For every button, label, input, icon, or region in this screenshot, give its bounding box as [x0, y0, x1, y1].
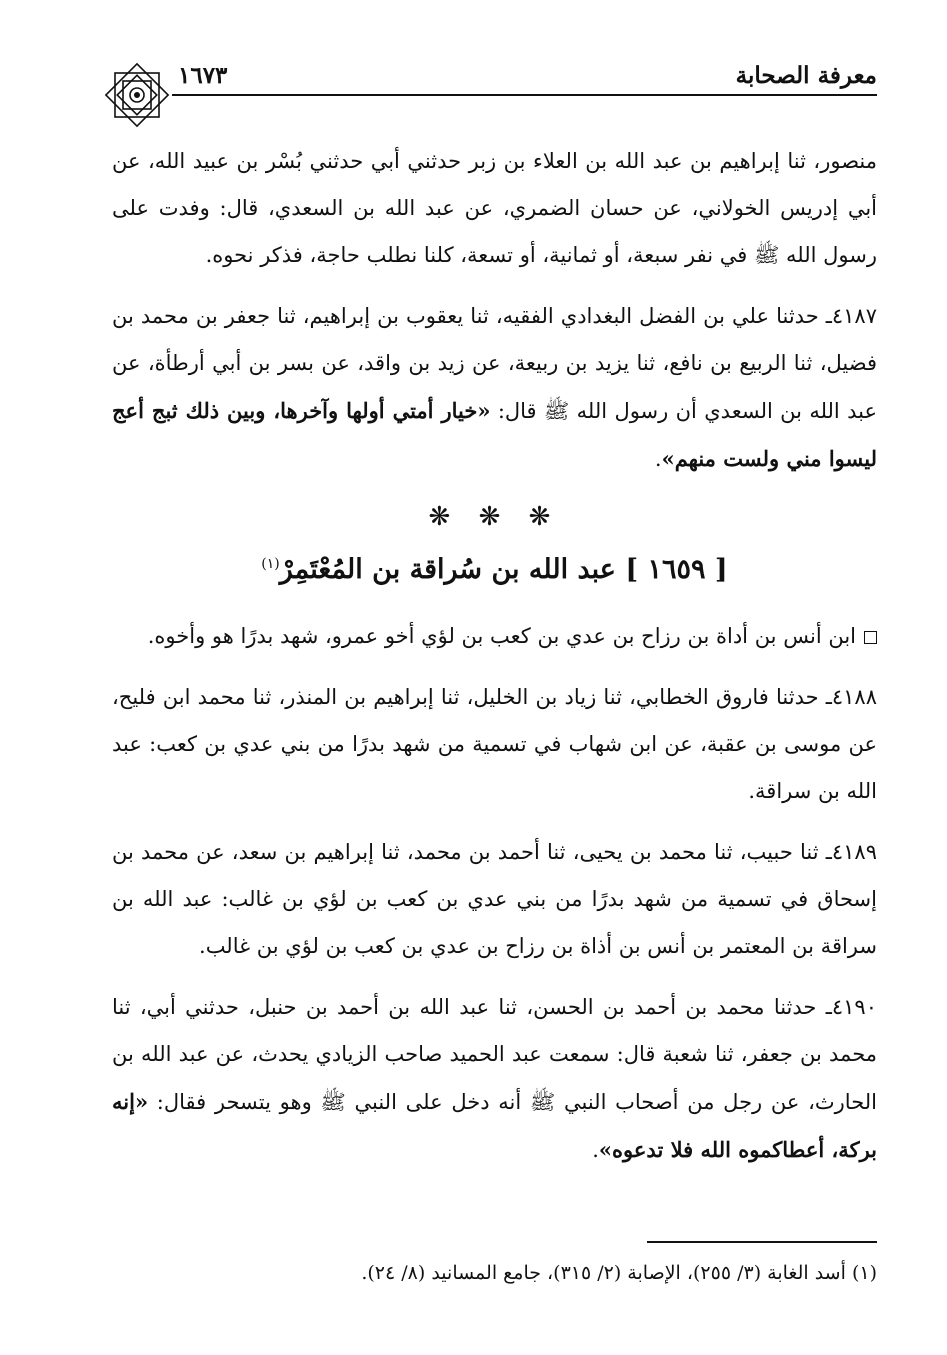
biography-text: ابن أنس بن أداة بن رزاح بن عدي بن كعب بن لؤي أخو عمرو، شهد بدرًا هو وأخوه. [147, 624, 856, 648]
hadith-number: ٤١٨٧ [831, 304, 877, 328]
footnote-text: أسد الغابة (٣/ ٢٥٥)، الإصابة (٢/ ٣١٥)، جامع المسانيد (٨/ ٢٤). [361, 1262, 846, 1284]
square-bullet-icon [864, 631, 877, 644]
hadith-number: ٤١٨٨ [831, 685, 877, 709]
footnote-ref: (١) [261, 556, 280, 572]
footnote-marker: (١) [851, 1262, 877, 1284]
section-heading [112, 541, 877, 593]
page-number: ١٦٧٣ [178, 62, 228, 89]
paragraph-text: منصور، ثنا إبراهيم بن عبد الله بن العلاء بن زبر حدثني أبي حدثني بُسْر بن عبيد الله، عن أبي إدريس الخولاني، عن حسان الضمري، عن عبد الله بن السعدي، قال: وفدت على رسول الله ﷺ في نفر سبعة، أو ثمانية، أو تسعة، كلنا نطلب حاجة، فذكر نحوه. [112, 149, 878, 267]
hadith-text: ـ حدثنا فاروق الخطابي، ثنا زياد بن الخليل، ثنا إبراهيم بن المنذر، ثنا محمد ابن فليح، عن موسى بن عقبة، عن ابن شهاب في تسمية من شهد بدرًا من بني عدي بن كعب: عبد الله بن سراقة. [112, 685, 877, 803]
page-header [100, 58, 877, 98]
hadith-number: ٤١٩٠ [831, 995, 877, 1019]
hadith-quote: «إنه بركة، أعطاكموه الله فلا تدعوه» [112, 1089, 877, 1162]
hadith-text: ـ حدثنا علي بن الفضل البغدادي الفقيه، ثنا يعقوب بن إبراهيم، ثنا جعفر بن محمد بن فضيل، ثنا الربيع بن نافع، ثنا يزيد بن ربيعة، عن زيد بن واقد، عن بسر بن أبي أرطأة، عن عبد الله بن السعدي أن رسول الله ﷺ قال: [112, 304, 878, 423]
footnote [112, 1258, 877, 1288]
section-name: عبد الله بن سُراقة بن المُعْتَمِرْ [279, 554, 616, 585]
hadith-4187 [112, 293, 877, 483]
ornament-icon [98, 56, 176, 134]
section-separator: ❋ ❋ ❋ [428, 502, 561, 532]
footnote-rule [647, 1241, 877, 1243]
hadith-quote: «خيار أمتي أولها وآخرها، وبين ذلك ثبج أعج ليسوا مني ولست منهم» [112, 398, 877, 471]
hadith-4190 [112, 984, 877, 1174]
section-number: [ ١٦٥٩ ] [625, 554, 728, 585]
hadith-number: ٤١٨٩ [831, 840, 877, 864]
hadith-4189 [112, 829, 877, 970]
hadith-text: ـ ثنا حبيب، ثنا محمد بن يحيى، ثنا أحمد بن محمد، ثنا إبراهيم بن سعد، عن محمد بن إسحاق في تسمية من شهد بدرًا من بني عدي بن كعب بن لؤي بن غالب: عبد الله بن سراقة بن المعتمر بن أنس بن أذاة بن رزاح بن عدي بن كعب بن لؤي بن غالب. [112, 840, 877, 958]
hadith-4188 [112, 674, 877, 815]
main-text [112, 138, 877, 1188]
biography-intro [112, 613, 877, 660]
paragraph-continued [112, 138, 877, 279]
hadith-text: ـ حدثنا محمد بن أحمد بن الحسن، ثنا عبد الله بن أحمد بن حنبل، حدثني أبي، ثنا محمد بن جعفر، ثنا شعبة قال: سمعت عبد الحميد صاحب الزيادي يحدث، عن عبد الله بن الحارث، عن رجل من أصحاب النبي ﷺ أنه دخل على النبي ﷺ وهو يتسحر فقال: [112, 995, 877, 1114]
hadith-end: . [592, 1138, 599, 1162]
book-title: معرفة الصحابة [735, 62, 877, 89]
hadith-end: . [654, 447, 662, 471]
header-rule [172, 94, 877, 96]
